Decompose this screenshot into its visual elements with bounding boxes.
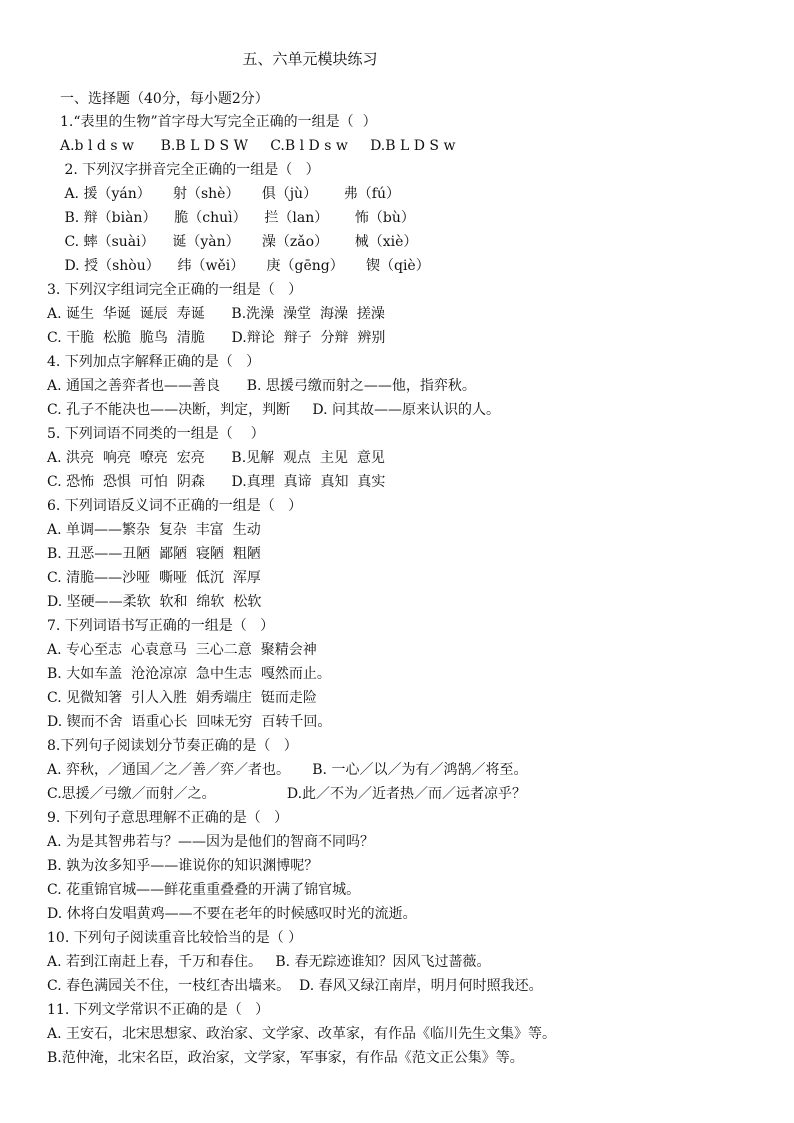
question-11: 11. 下列文学常识不正确的是（ ） (47, 1002, 270, 1018)
question-6-option-d: D. 坚硬——柔软 软和 绵软 松软 (47, 594, 262, 610)
question-6: 6. 下列词语反义词不正确的一组是（ ） (47, 498, 303, 514)
question-6-option-a: A. 单调——繁杂 复杂 丰富 生动 (47, 522, 261, 538)
question-8-options-ab: A. 弈秋，／通国／之／善／弈／者也。 B. 一心／以／为有／鸿鹄／将至。 (47, 762, 528, 778)
question-9-option-b: B. 孰为汝多知乎——谁说你的知识渊博呢？ (47, 858, 319, 874)
question-7: 7. 下列词语书写正确的一组是（ ） (47, 618, 275, 634)
question-8-options-cd: C.思援／弓缴／而射／之。 D.此／不为／近者热／而／远者凉乎？ (47, 786, 527, 802)
question-10-options-cd: C. 春色满园关不住，一枝红杏出墙来。 D. 春风又绿江南岸，明月何时照我还。 (47, 978, 543, 994)
page-title: 五、六单元模块练习 (242, 50, 378, 68)
question-10: 10. 下列句子阅读重音比较恰当的是（ ） (47, 930, 303, 946)
question-10-options-ab: A. 若到江南赶上春，千万和春住。 B. 春无踪迹谁知？因风飞过蔷薇。 (47, 954, 491, 970)
question-7-option-b: B. 大如车盖 沧沧凉凉 急中生志 嘎然而止。 (47, 666, 331, 682)
question-11-option-b: B.范仲淹，北宋名臣，政治家，文学家，军事家，有作品《范文正公集》等。 (47, 1050, 524, 1066)
question-9-option-a: A. 为是其智弗若与？——因为是他们的智商不同吗？ (47, 834, 375, 850)
question-2-option-a: A. 援（yán） 射（shè） 俱（jù） 弗（fú） (60, 186, 400, 202)
question-8: 8.下列句子阅读划分节奏正确的是（ ） (47, 738, 298, 754)
question-2-option-c: C. 蟀（suài） 诞（yàn） 澡（zǎo） 械（xiè） (60, 234, 418, 250)
question-3-options-ab: A. 诞生 华诞 诞辰 寿诞 B.洗澡 澡堂 海澡 搓澡 (47, 306, 385, 322)
question-2: 2. 下列汉字拼音完全正确的一组是（ ） (60, 162, 320, 178)
question-6-option-b: B. 丑恶——丑陋 鄙陋 寝陋 粗陋 (47, 546, 261, 562)
question-4: 4. 下列加点字解释正确的是（ ） (47, 354, 261, 370)
question-5-options-ab: A. 洪亮 响亮 嘹亮 宏亮 B.见解 观点 主见 意见 (47, 450, 385, 466)
question-5: 5. 下列词语不同类的一组是（ ） (47, 426, 265, 442)
question-5-options-cd: C. 恐怖 恐惧 可怕 阴森 D.真理 真谛 真知 真实 (47, 474, 386, 490)
question-9: 9. 下列句子意思理解不正确的是（ ） (47, 810, 289, 826)
question-4-options-cd: C. 孔子不能决也——决断，判定，判断 D. 问其故——原来认识的人。 (47, 402, 500, 418)
question-7-option-a: A. 专心至志 心袁意马 三心二意 聚精会神 (47, 642, 317, 658)
section-heading: 一、选择题（40分，每小题2分） (60, 91, 269, 107)
question-3: 3. 下列汉字组词完全正确的一组是（ ） (47, 282, 303, 298)
question-1: 1.“表里的生物”首字母大写完全正确的一组是（ ） (60, 114, 377, 130)
question-9-option-c: C. 花重锦官城——鲜花重重叠叠的开满了锦官城。 (47, 882, 361, 898)
question-1-options: A.b l d s w B.B L D S W C.B l D s w D.B L D S w (60, 138, 456, 154)
question-3-options-cd: C. 干脆 松脆 脆鸟 清脆 D.辩论 辩子 分辩 辨别 (47, 330, 386, 346)
question-7-option-d: D. 锲而不舍 语重心长 回味无穷 百转千回。 (47, 714, 332, 730)
question-11-option-a: A. 王安石，北宋思想家、政治家、文学家、改革家，有作品《临川先生文集》等。 (47, 1026, 557, 1042)
question-2-option-b: B. 辩（biàn） 脆（chuì） 拦（lan） 怖（bù） (60, 210, 415, 226)
question-6-option-c: C. 清脆——沙哑 嘶哑 低沉 浑厚 (47, 570, 261, 586)
question-4-options-ab: A. 通国之善弈者也——善良 B. 思援弓缴而射之——他，指弈秋。 (47, 378, 476, 394)
question-7-option-c: C. 见微知箸 引人入胜 娟秀端庄 铤而走险 (47, 690, 317, 706)
question-2-option-d: D. 授（shòu） 纬（wěi） 庚（gēng） 锲（qiè） (60, 258, 430, 274)
question-9-option-d: D. 休将白发唱黄鸡——不要在老年的时候感叹时光的流逝。 (47, 906, 417, 922)
